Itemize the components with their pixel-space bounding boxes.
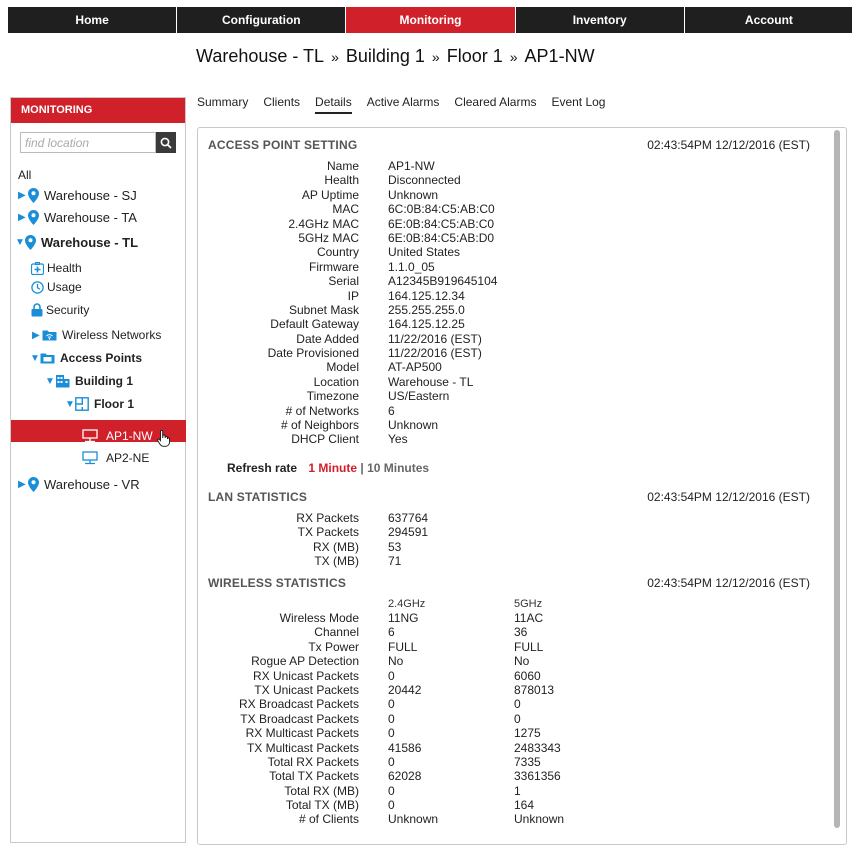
location-pin-icon — [28, 210, 39, 225]
tree-item-label: Wireless Networks — [62, 328, 162, 342]
field-label: Subnet Mask — [288, 302, 359, 317]
field-label: Country — [316, 245, 359, 260]
tree-item-warehouse-sj[interactable] — [18, 188, 137, 203]
field-label: RX Broadcast Packets — [238, 697, 359, 712]
tree-item-warehouse-ta[interactable] — [18, 210, 137, 225]
tree-item-security[interactable] — [31, 303, 89, 317]
wireless-stats-timestamp: 02:43:54PM 12/12/2016 (EST) — [647, 576, 810, 590]
breadcrumb-building[interactable]: Building 1 — [345, 46, 425, 66]
field-value: 1.1.0_05 — [388, 259, 435, 274]
field-value: Unknown — [388, 187, 439, 202]
lan-stats-values — [388, 511, 428, 569]
field-value: 1275 — [514, 726, 541, 741]
wireless-col-5ghz: 5GHz — [514, 598, 543, 610]
caret-down-icon[interactable]: ▼ — [15, 237, 25, 248]
caret-right-icon[interactable]: ▶ — [18, 190, 26, 201]
tree-item-ap1-nw[interactable] — [82, 424, 170, 447]
section-title-ap-setting: ACCESS POINT SETTING — [208, 138, 358, 152]
field-label: Rogue AP Detection — [251, 654, 359, 669]
field-value: 164.125.12.34 — [388, 288, 465, 303]
ap-setting-values — [388, 159, 497, 447]
field-value: Yes — [388, 432, 408, 447]
tree-item-ap2-ne[interactable] — [82, 451, 149, 465]
field-label: # of Clients — [298, 812, 359, 827]
lock-icon — [31, 303, 43, 317]
search-input[interactable] — [20, 132, 156, 153]
tree-item-label: Warehouse - SJ — [44, 188, 137, 203]
field-value: 11NG — [388, 611, 419, 625]
field-label: Date Provisioned — [267, 346, 359, 361]
tab-clients[interactable]: Clients — [263, 95, 301, 109]
caret-down-icon[interactable]: ▼ — [65, 398, 75, 410]
breadcrumb-ap: AP1-NW — [524, 46, 595, 66]
clock-icon — [31, 281, 44, 294]
tree-item-label: Access Points — [60, 351, 143, 365]
field-value: 0 — [388, 754, 395, 769]
tree-item-access-points[interactable] — [30, 351, 142, 365]
caret-down-icon[interactable]: ▼ — [30, 352, 40, 364]
location-pin-icon — [28, 477, 39, 492]
field-label: Total RX (MB) — [284, 783, 359, 798]
lan-stats-keys — [238, 511, 359, 569]
field-value: 0 — [388, 798, 395, 813]
tree-item-label: AP2-NE — [106, 451, 150, 465]
field-label: Total TX Packets — [269, 769, 359, 784]
tab-cleared-alarms[interactable]: Cleared Alarms — [454, 95, 537, 109]
refresh-1-minute-link[interactable]: 1 Minute — [308, 461, 358, 475]
field-label: # of Neighbors — [280, 418, 359, 433]
lan-stats-timestamp: 02:43:54PM 12/12/2016 (EST) — [647, 490, 810, 504]
top-nav — [8, 7, 852, 33]
tree-item-label: Usage — [47, 280, 82, 294]
field-value: 6E:0B:84:C5:AB:C0 — [388, 216, 495, 231]
field-value: 6 — [388, 403, 395, 418]
field-value: 0 — [388, 668, 395, 683]
field-label: Default Gateway — [270, 317, 359, 332]
field-value: 6060 — [514, 668, 541, 683]
field-label: RX Packets — [296, 511, 359, 525]
field-value: 11AC — [514, 611, 544, 625]
tree-item-building[interactable] — [45, 374, 133, 388]
field-label: Firmware — [309, 259, 359, 274]
refresh-10-minutes-link[interactable]: 10 Minutes — [367, 461, 430, 475]
search-button[interactable] — [156, 132, 176, 153]
field-value: AT-AP500 — [388, 360, 442, 375]
details-panel — [197, 127, 847, 845]
tree-item-label: Warehouse - TL — [41, 235, 139, 250]
caret-right-icon[interactable]: ▶ — [32, 329, 40, 341]
field-value: Unknown — [388, 812, 439, 827]
nav-tab-inventory[interactable]: Inventory — [516, 7, 685, 33]
field-label: TX Packets — [297, 525, 359, 540]
field-value: Warehouse - TL — [388, 374, 474, 389]
field-label: Total RX Packets — [267, 754, 359, 769]
field-value: United States — [388, 245, 461, 260]
detail-tabs — [197, 95, 620, 114]
sidebar-title: MONITORING — [11, 98, 185, 123]
nav-tab-configuration[interactable]: Configuration — [177, 7, 346, 33]
tree-item-health[interactable] — [31, 261, 82, 275]
field-value: FULL — [514, 639, 544, 654]
section-title-wireless-stats: WIRELESS STATISTICS — [208, 576, 347, 590]
field-label: MAC — [332, 202, 359, 217]
tree-item-all[interactable]: All — [18, 168, 32, 182]
folder-icon — [40, 352, 55, 364]
breadcrumb-separator: » — [431, 49, 440, 65]
field-label: Date Added — [296, 331, 359, 346]
field-value: Unknown — [388, 418, 439, 433]
field-label: Health — [324, 173, 359, 188]
field-label: Wireless Mode — [279, 611, 359, 625]
field-label: Model — [326, 360, 359, 375]
field-label: 5GHz MAC — [298, 230, 359, 245]
field-value: AP1-NW — [388, 159, 435, 173]
field-label: Tx Power — [308, 639, 359, 654]
tab-event-log[interactable]: Event Log — [551, 95, 606, 109]
nav-tab-account[interactable]: Account — [685, 7, 852, 33]
field-value: 36 — [514, 625, 528, 640]
field-value: 11/22/2016 (EST) — [388, 331, 482, 346]
wireless-5ghz-values — [514, 611, 564, 827]
field-value: 71 — [388, 554, 402, 569]
wifi-folder-icon — [42, 329, 57, 341]
field-label: 2.4GHz MAC — [288, 216, 359, 231]
tab-details[interactable]: Details — [315, 95, 352, 114]
field-value: 11/22/2016 (EST) — [388, 346, 482, 361]
field-value: 41586 — [388, 740, 422, 755]
access-point-icon — [82, 429, 98, 443]
refresh-rate-label: Refresh rate — [227, 461, 298, 475]
field-label: TX Unicast Packets — [254, 682, 359, 697]
tree-item-label: Security — [46, 303, 90, 317]
search-icon — [160, 137, 172, 149]
field-value: Unknown — [514, 812, 565, 827]
field-label: IP — [347, 288, 359, 303]
wireless-24ghz-values — [388, 611, 438, 827]
field-value: US/Eastern — [388, 389, 450, 404]
field-value: 294591 — [388, 525, 429, 540]
field-label: AP Uptime — [301, 187, 359, 202]
breadcrumb-separator: » — [509, 49, 518, 65]
hand-cursor-icon — [157, 430, 170, 447]
field-value: 6C:0B:84:C5:AB:C0 — [388, 202, 495, 217]
field-value: 6 — [388, 625, 395, 640]
field-value: A12345B919645104 — [388, 274, 498, 289]
field-label: Total TX (MB) — [285, 798, 359, 813]
tree-item-label: Warehouse - TA — [44, 210, 137, 225]
tree-item-wireless-networks[interactable] — [32, 328, 161, 342]
field-value: 0 — [514, 711, 521, 726]
building-icon — [55, 374, 70, 388]
tree-item-label: Building 1 — [75, 374, 133, 388]
field-value: 53 — [388, 539, 402, 554]
caret-right-icon[interactable]: ▶ — [18, 212, 26, 223]
field-value: 0 — [388, 697, 395, 712]
panel-scrollbar[interactable] — [834, 130, 840, 828]
field-value: 637764 — [388, 511, 429, 525]
field-value: 0 — [388, 726, 395, 741]
wireless-stats-keys — [218, 611, 359, 827]
field-value: 0 — [388, 783, 395, 798]
field-value: 164.125.12.25 — [388, 317, 465, 332]
field-value: No — [388, 654, 404, 669]
tree-item-warehouse-tl[interactable] — [15, 235, 138, 250]
field-value: 164 — [514, 798, 535, 813]
ap-setting-keys — [238, 159, 359, 447]
field-label: Location — [313, 374, 359, 389]
field-value: 0 — [514, 697, 521, 712]
breadcrumb-site[interactable]: Warehouse - TL — [196, 46, 325, 66]
tree-item-label: Floor 1 — [94, 397, 135, 411]
floor-plan-icon — [75, 397, 89, 411]
location-search — [20, 132, 176, 153]
field-label: TX (MB) — [314, 554, 359, 569]
field-label: Name — [326, 159, 359, 173]
sidebar — [10, 97, 186, 843]
nav-tab-home[interactable]: Home — [8, 7, 177, 33]
ap-setting-timestamp: 02:43:54PM 12/12/2016 (EST) — [647, 138, 810, 152]
breadcrumb-separator: » — [331, 49, 339, 65]
tree-item-warehouse-vr[interactable] — [18, 477, 140, 492]
field-value: 20442 — [388, 682, 422, 697]
field-label: RX (MB) — [313, 539, 359, 554]
field-label: TX Multicast Packets — [246, 740, 359, 755]
field-label: RX Unicast Packets — [252, 668, 359, 683]
refresh-separator: | — [360, 461, 364, 475]
health-icon — [31, 262, 44, 275]
wireless-col-24ghz: 2.4GHz — [388, 598, 426, 610]
tree-item-label: Warehouse - VR — [44, 477, 140, 492]
tree-item-label: AP1-NW — [106, 428, 153, 443]
location-pin-icon — [25, 235, 36, 250]
tab-active-alarms[interactable]: Active Alarms — [366, 95, 440, 109]
field-value: 255.255.255.0 — [388, 302, 465, 317]
field-label: TX Broadcast Packets — [240, 711, 359, 726]
section-title-lan-stats: LAN STATISTICS — [208, 490, 308, 504]
field-value: FULL — [388, 639, 418, 654]
caret-down-icon[interactable]: ▼ — [45, 375, 55, 387]
field-value: 1 — [514, 783, 521, 798]
field-label: RX Multicast Packets — [245, 726, 359, 741]
access-point-icon — [82, 451, 98, 465]
field-value: 6E:0B:84:C5:AB:D0 — [388, 230, 495, 245]
location-pin-icon — [28, 188, 39, 203]
tree-item-label: Health — [47, 261, 82, 275]
field-value: 3361356 — [514, 769, 561, 784]
field-label: # of Networks — [285, 403, 359, 418]
field-label: Serial — [328, 274, 359, 289]
field-label: DHCP Client — [291, 432, 359, 447]
caret-right-icon[interactable]: ▶ — [18, 479, 26, 490]
field-value: Disconnected — [388, 173, 461, 188]
tree-item-usage[interactable] — [31, 280, 82, 294]
tab-summary[interactable]: Summary — [197, 95, 249, 109]
refresh-rate — [227, 461, 429, 475]
nav-tab-monitoring[interactable]: Monitoring — [346, 7, 515, 33]
field-label: Channel — [314, 625, 359, 640]
field-value: 878013 — [514, 682, 555, 697]
field-value: 7335 — [514, 754, 541, 769]
field-value: No — [514, 654, 530, 669]
breadcrumb-floor[interactable]: Floor 1 — [446, 46, 503, 66]
field-value: 2483343 — [514, 740, 561, 755]
breadcrumb — [196, 46, 595, 67]
field-value: 62028 — [388, 769, 422, 784]
field-value: 0 — [388, 711, 395, 726]
field-label: Timezone — [306, 389, 359, 404]
tree-item-floor[interactable] — [65, 397, 134, 411]
